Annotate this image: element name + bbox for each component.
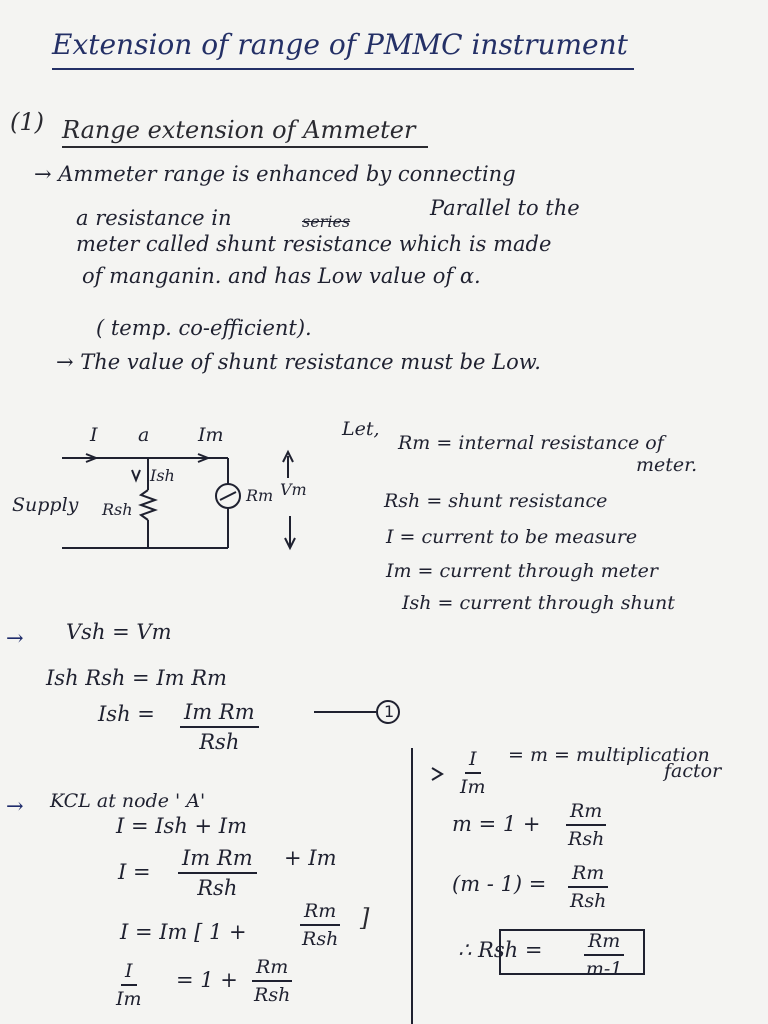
circuit-label-Im: Im xyxy=(198,424,224,446)
equation-ish-rsh: Ish Rsh = Im Rm xyxy=(46,666,227,690)
equation-7-numerator-2: Rm xyxy=(252,956,292,982)
equation-7-lhs-fraction xyxy=(116,960,142,1010)
arrow-marker-1: → xyxy=(6,626,24,650)
definitions-let: Let, xyxy=(342,418,380,440)
intro-line-1: → Ammeter range is enhanced by connecting xyxy=(34,162,516,186)
equation-5-rhs: + Im xyxy=(284,846,337,870)
equation-3-denominator: Rsh xyxy=(199,730,240,754)
right-eq-4-numerator: Rm xyxy=(584,930,624,956)
equation-3-fraction xyxy=(180,700,259,754)
right-eq-1-rhs-cont: factor xyxy=(664,760,722,782)
section-number: (1) xyxy=(10,108,44,136)
intro-line-2b: Parallel to the xyxy=(430,196,580,220)
kcl-heading: KCL at node ' A' xyxy=(50,790,206,812)
equation-6-denominator: Rsh xyxy=(302,928,339,950)
right-eq-1-numerator: I xyxy=(465,748,481,774)
right-eq-1-fraction xyxy=(460,748,486,798)
equation-6-lhs: I = Im [ 1 + xyxy=(120,920,247,944)
equation-3-numerator: Im Rm xyxy=(180,700,259,728)
equation-5-numerator: Im Rm xyxy=(178,846,257,874)
definition-Rm-cont: meter. xyxy=(636,454,698,476)
equation-3-lhs: Ish = xyxy=(98,702,155,726)
right-eq-3-fraction xyxy=(568,862,608,912)
equation-7-rhs-fraction xyxy=(252,956,292,1006)
right-eq-2-denominator: Rsh xyxy=(568,828,605,850)
equation-7-mid: = 1 + xyxy=(176,968,238,992)
circuit-label-Rm: Rm xyxy=(246,486,274,505)
right-eq-2-numerator: Rm xyxy=(566,800,606,826)
right-eq-3-numerator: Rm xyxy=(568,862,608,888)
intro-line-4: of manganin. and has Low value of α. xyxy=(82,264,481,288)
title-underline xyxy=(52,68,634,70)
equation-kcl: I = Ish + Im xyxy=(116,814,247,838)
circuit-label-I: I xyxy=(90,424,98,446)
page-title: Extension of range of PMMC instrument xyxy=(52,28,628,61)
right-eq-4-denominator: m-1 xyxy=(585,958,623,980)
right-eq-3-lhs: (m - 1) = xyxy=(452,872,547,896)
right-eq-2-lhs: m = 1 + xyxy=(452,812,541,836)
right-eq-1-denominator: Im xyxy=(460,776,486,798)
circuit-label-Vm: Vm xyxy=(280,480,307,499)
right-eq-4-fraction xyxy=(584,930,624,980)
equation-vsh-vm: Vsh = Vm xyxy=(66,620,172,644)
circuit-label-node: a xyxy=(138,424,150,446)
equation-6-fraction xyxy=(300,900,340,950)
definition-Ish: Ish = current through shunt xyxy=(402,592,675,614)
intro-line-6: → The value of shunt resistance must be Low. xyxy=(56,350,541,374)
right-eq-1-rhs: = m = multiplication xyxy=(508,744,710,766)
intro-line-3: meter called shunt resistance which is made xyxy=(76,232,552,256)
definition-Rsh: Rsh = shunt resistance xyxy=(384,490,608,512)
equation-7-denominator: Im xyxy=(116,988,142,1010)
right-eq-4-lhs: ∴ Rsh = xyxy=(458,938,543,962)
circuit-label-Rsh: Rsh xyxy=(102,500,133,519)
heading-underline xyxy=(62,146,428,148)
right-eq-2-fraction xyxy=(566,800,606,850)
equation-6-numerator: Rm xyxy=(300,900,340,926)
equation-5-fraction xyxy=(178,846,257,900)
definition-Im: Im = current through meter xyxy=(386,560,659,582)
right-eq-3-denominator: Rsh xyxy=(570,890,607,912)
equation-6-rhs: ] xyxy=(360,904,370,932)
section-heading: Range extension of Ammeter xyxy=(62,116,416,144)
equation-7-numerator: I xyxy=(121,960,137,986)
equation-5-lhs: I = xyxy=(118,860,151,884)
circuit-label-supply: Supply xyxy=(12,494,79,516)
equation-5-denominator: Rsh xyxy=(197,876,238,900)
arrow-marker-2: → xyxy=(6,794,24,818)
intro-line-2a: a resistance in xyxy=(76,206,232,230)
definition-I: I = current to be measure xyxy=(386,526,638,548)
definition-Rm: Rm = internal resistance of xyxy=(398,432,664,454)
equation-7-denominator-2: Rsh xyxy=(254,984,291,1006)
circuit-label-Ish: Ish xyxy=(150,466,175,485)
intro-struck-word: series xyxy=(302,212,351,231)
equation-tag-1: 1 xyxy=(384,702,395,721)
intro-line-5: ( temp. co-efficient). xyxy=(96,316,312,340)
